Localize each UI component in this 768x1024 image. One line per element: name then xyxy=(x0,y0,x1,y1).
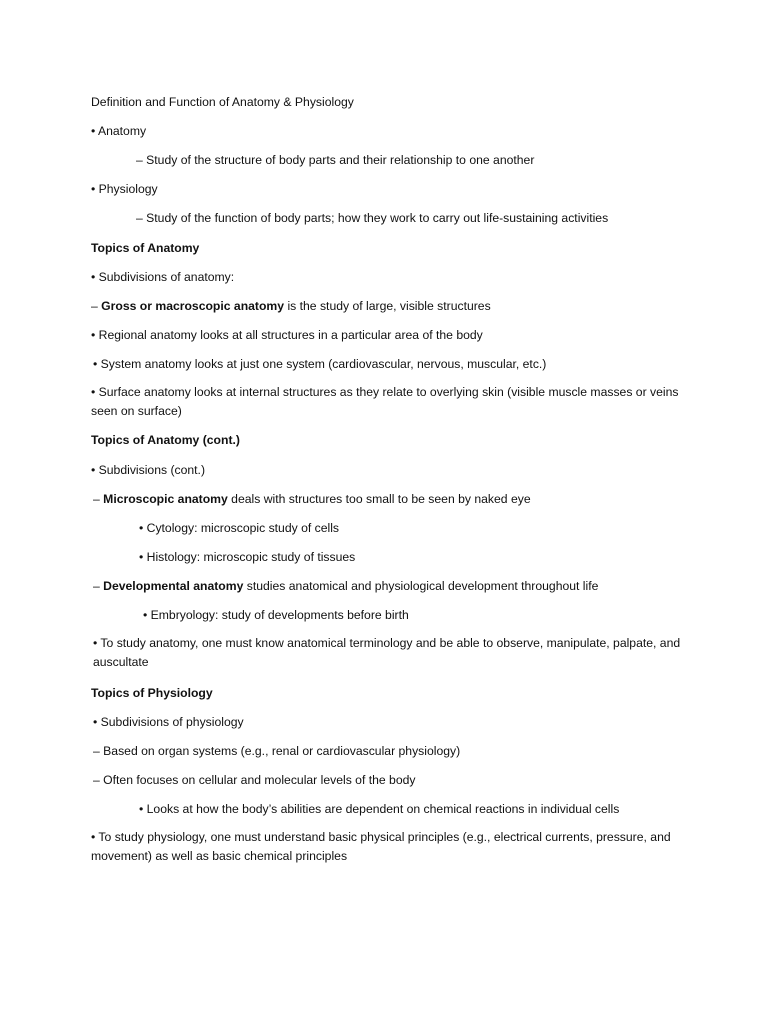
chemical-reactions: • Looks at how the body’s abilities are dependent on chemical reactions in individual cells xyxy=(139,802,620,816)
subdivisions-physiology: • Subdivisions of physiology xyxy=(93,715,244,729)
gross-anatomy-text: is the study of large, visible structures xyxy=(284,299,491,313)
physiology-bullet: • Physiology xyxy=(91,182,158,196)
anatomy-definition: – Study of the structure of body parts and their relationship to one another xyxy=(136,153,535,167)
gross-anatomy-term: Gross or macroscopic anatomy xyxy=(101,299,285,313)
developmental-anatomy-line xyxy=(93,579,598,594)
gross-anatomy-line xyxy=(91,299,491,314)
topics-anatomy-cont-heading: Topics of Anatomy (cont.) xyxy=(91,433,240,447)
cellular-molecular: – Often focuses on cellular and molecular levels of the body xyxy=(93,773,416,787)
topics-anatomy-heading: Topics of Anatomy xyxy=(91,241,200,255)
gross-prefix: – xyxy=(91,299,102,313)
developmental-anatomy-text: studies anatomical and physiological development throughout life xyxy=(243,579,599,593)
topics-physiology-heading: Topics of Physiology xyxy=(91,686,213,700)
subdivisions-anatomy: • Subdivisions of anatomy: xyxy=(91,270,235,284)
microscopic-anatomy-text: deals with structures too small to be seen by naked eye xyxy=(227,492,531,506)
microscopic-anatomy-term: Microscopic anatomy xyxy=(103,492,228,506)
study-anatomy: • To study anatomy, one must know anatomical terminology and be able to observe, manipulate, palpate, and auscultate xyxy=(93,636,681,669)
subdivisions-cont: • Subdivisions (cont.) xyxy=(91,463,206,477)
anatomy-bullet: • Anatomy xyxy=(91,124,147,138)
regional-anatomy: • Regional anatomy looks at all structures in a particular area of the body xyxy=(91,328,483,342)
organ-systems: – Based on organ systems (e.g., renal or cardiovascular physiology) xyxy=(93,744,461,758)
surface-anatomy: • Surface anatomy looks at internal structures as they relate to overlying skin (visible muscle masses or veins seen on surface) xyxy=(91,385,679,418)
embryology: • Embryology: study of developments before birth xyxy=(143,608,409,622)
micro-prefix: – xyxy=(93,492,104,506)
study-physiology: • To study physiology, one must understand basic physical principles (e.g., electrical currents, pressure, and movement) as well as basic chemical principles xyxy=(91,830,671,863)
histology: • Histology: microscopic study of tissues xyxy=(139,550,356,564)
cytology: • Cytology: microscopic study of cells xyxy=(139,521,340,535)
dev-prefix: – xyxy=(93,579,104,593)
developmental-anatomy-term: Developmental anatomy xyxy=(103,579,244,593)
system-anatomy: • System anatomy looks at just one system (cardiovascular, nervous, muscular, etc.) xyxy=(93,357,547,371)
document-title: Definition and Function of Anatomy & Physiology xyxy=(91,95,354,109)
microscopic-anatomy-line xyxy=(93,492,531,507)
physiology-definition: – Study of the function of body parts; how they work to carry out life-sustaining activities xyxy=(136,211,609,225)
